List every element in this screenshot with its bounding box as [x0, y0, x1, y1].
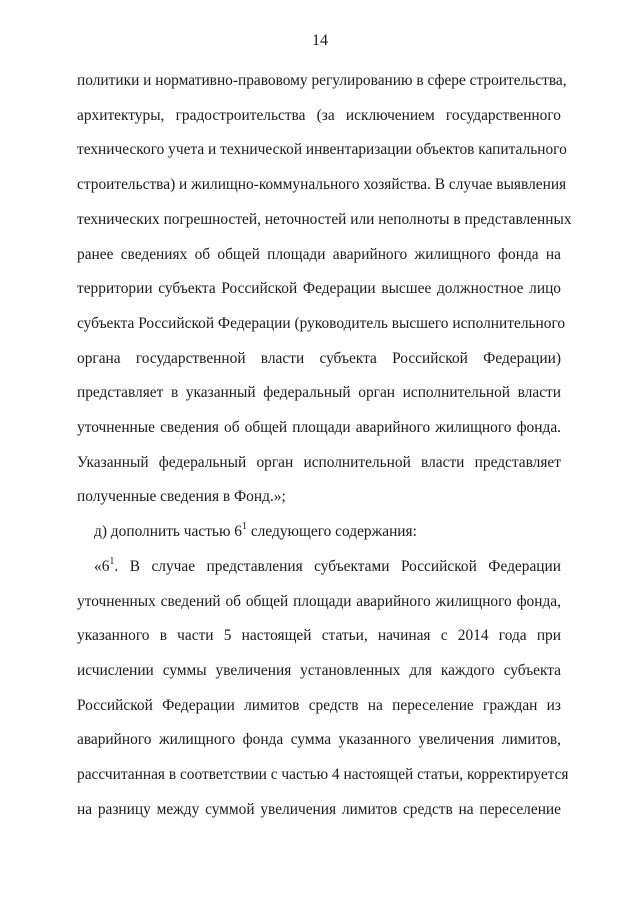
text-line: строительства) и жилищно-коммунального хозяйства. В случае выявления	[77, 176, 567, 194]
text-line: указанного в части 5 настоящей статьи, начиная с 2014 года при	[77, 627, 561, 645]
amendment-first-line	[77, 550, 561, 585]
text-line: территории субъекта Российской Федерации высшее должностное лицо	[77, 280, 561, 298]
text-line: уточненные сведения об общей площади аварийного жилищного фонда.	[77, 419, 561, 437]
page-number: 14	[312, 32, 328, 49]
text-line: аварийного жилищного фонда сумма указанного увеличения лимитов,	[77, 731, 561, 749]
part-number: «6	[94, 557, 110, 575]
text-line: субъекта Российской Федерации (руководитель высшего исполнительного	[77, 314, 566, 332]
text-line: представляет в указанный федеральный орган исполнительной власти	[77, 384, 561, 402]
text-line: уточненных сведений об общей площади аварийного жилищного фонда,	[77, 592, 561, 610]
text-line: технического учета и технической инвентаризации объектов капитального	[77, 141, 567, 159]
superscript: 1	[242, 521, 247, 533]
text-line: ранее сведениях об общей площади аварийного жилищного фонда на	[77, 245, 561, 263]
amendment-instruction	[77, 515, 561, 550]
text-line: технических погрешностей, неточностей или неполноты в представленных	[77, 210, 572, 228]
text-line: Российской Федерации лимитов средств на переселение граждан из	[77, 696, 561, 714]
instruction-text: д) дополнить частью 6	[94, 523, 242, 541]
document-body	[77, 64, 572, 827]
text-line: исчислении суммы увеличения установленных для каждого субъекта	[77, 661, 561, 679]
text-line: рассчитанная в соответствии с частью 4 настоящей статьи, корректируется	[77, 766, 569, 784]
amendment-text: . В случае представления субъектами Российской Федерации	[114, 557, 561, 575]
text-line: органа государственной власти субъекта Российской Федерации)	[77, 349, 561, 367]
text-line: Указанный федеральный орган исполнительной власти представляет	[77, 453, 561, 471]
text-line: политики и нормативно-правовому регулированию в сфере строительства,	[77, 72, 567, 89]
instruction-tail: следующего содержания:	[247, 523, 417, 541]
superscript: 1	[109, 555, 115, 567]
text-line: архитектуры, градостроительства (за исключением государственного	[77, 106, 561, 124]
text-line: полученные сведения в Фонд.»;	[77, 488, 286, 506]
text-line: на разницу между суммой увеличения лимитов средств на переселение	[77, 800, 561, 818]
